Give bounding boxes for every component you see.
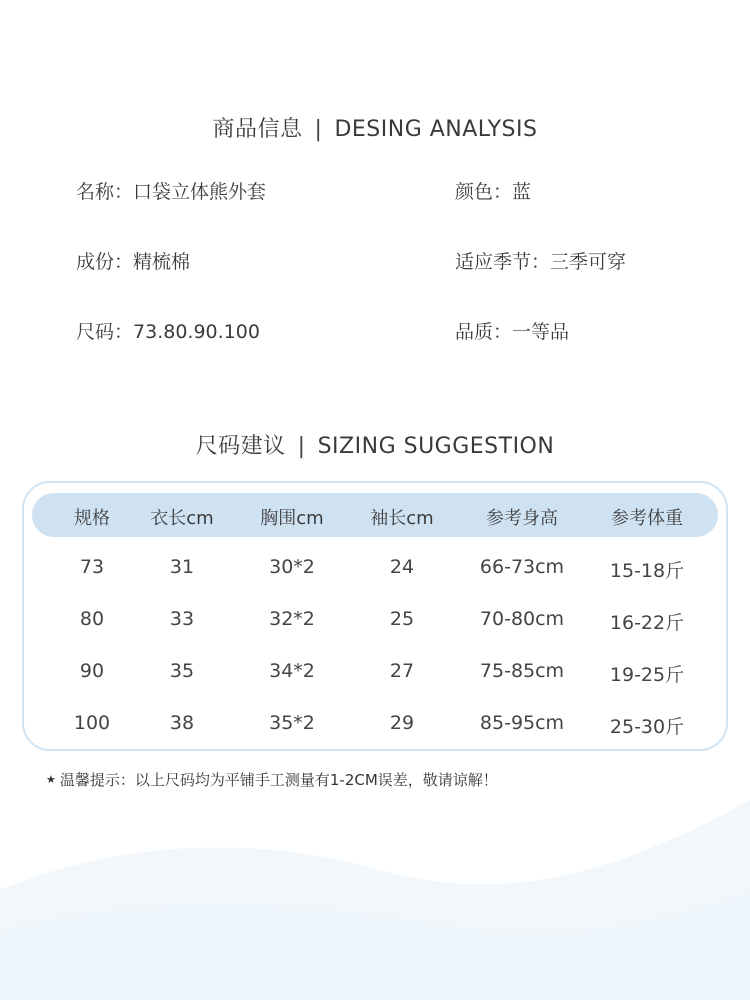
info-label: 颜色： bbox=[455, 181, 513, 203]
cell-sleeve: 25 bbox=[389, 608, 415, 630]
cell-chest: 34*2 bbox=[269, 660, 315, 682]
info-value: 三季可穿 bbox=[550, 251, 627, 273]
info-label: 品质： bbox=[455, 321, 513, 343]
info-name bbox=[76, 177, 266, 204]
cell-length: 38 bbox=[169, 712, 195, 734]
info-label: 成份： bbox=[76, 251, 134, 273]
sizing-title bbox=[0, 429, 750, 460]
star-icon: ★ bbox=[46, 773, 56, 786]
info-value: 蓝 bbox=[512, 181, 532, 203]
sizing-title-en: SIZING SUGGESTION bbox=[317, 434, 555, 459]
info-value: 73.80.90.100 bbox=[133, 321, 260, 343]
cell-weight: 19-25斤 bbox=[609, 664, 685, 686]
cell-size: 100 bbox=[73, 712, 111, 734]
cell-sleeve: 29 bbox=[389, 712, 415, 734]
header-cell-sleeve: 袖长cm bbox=[370, 508, 434, 529]
title-separator: | bbox=[297, 434, 306, 459]
product-info-title-en: DESING ANALYSIS bbox=[334, 117, 538, 142]
sizing-title-cn: 尺码建议 bbox=[195, 434, 286, 459]
cell-length: 35 bbox=[169, 660, 195, 682]
cell-height: 75-85cm bbox=[479, 660, 565, 682]
cell-height: 70-80cm bbox=[479, 608, 565, 630]
cell-size: 80 bbox=[79, 608, 105, 630]
header-cell-height: 参考身高 bbox=[486, 508, 558, 529]
info-material bbox=[76, 247, 190, 274]
header-cell-weight: 参考体重 bbox=[611, 508, 683, 529]
info-label: 适应季节： bbox=[455, 251, 551, 273]
table-row bbox=[32, 702, 718, 742]
cell-height: 85-95cm bbox=[479, 712, 565, 734]
cell-weight: 25-30斤 bbox=[609, 716, 685, 738]
cell-sleeve: 24 bbox=[389, 556, 415, 578]
product-info-title bbox=[0, 112, 750, 143]
product-info-title-cn: 商品信息 bbox=[212, 117, 303, 142]
cell-chest: 30*2 bbox=[269, 556, 315, 578]
table-row bbox=[32, 546, 718, 586]
info-season bbox=[455, 247, 626, 274]
cell-length: 33 bbox=[169, 608, 195, 630]
cell-weight: 16-22斤 bbox=[609, 612, 685, 634]
title-separator: | bbox=[314, 117, 323, 142]
table-row bbox=[32, 598, 718, 638]
info-label: 尺码： bbox=[76, 321, 134, 343]
cell-chest: 35*2 bbox=[269, 712, 315, 734]
cell-chest: 32*2 bbox=[269, 608, 315, 630]
info-label: 名称： bbox=[76, 181, 134, 203]
size-table-header bbox=[32, 493, 718, 537]
cell-weight: 15-18斤 bbox=[609, 560, 685, 582]
cell-height: 66-73cm bbox=[479, 556, 565, 578]
measurement-tip bbox=[46, 769, 498, 790]
info-value: 精梳棉 bbox=[133, 251, 191, 273]
info-value: 一等品 bbox=[512, 321, 570, 343]
header-cell-length: 衣长cm bbox=[150, 508, 214, 529]
table-row bbox=[32, 650, 718, 690]
cell-size: 73 bbox=[79, 556, 105, 578]
tip-text: 温馨提示：以上尺码均为平铺手工测量有1-2CM误差，敬请谅解！ bbox=[59, 771, 498, 789]
cell-size: 90 bbox=[79, 660, 105, 682]
info-sizes bbox=[76, 317, 260, 344]
info-quality bbox=[455, 317, 569, 344]
cell-sleeve: 27 bbox=[389, 660, 415, 682]
info-color bbox=[455, 177, 531, 204]
cell-length: 31 bbox=[169, 556, 195, 578]
header-cell-size: 规格 bbox=[74, 508, 110, 529]
header-cell-chest: 胸围cm bbox=[260, 508, 324, 529]
info-value: 口袋立体熊外套 bbox=[133, 181, 267, 203]
size-table bbox=[22, 481, 728, 751]
